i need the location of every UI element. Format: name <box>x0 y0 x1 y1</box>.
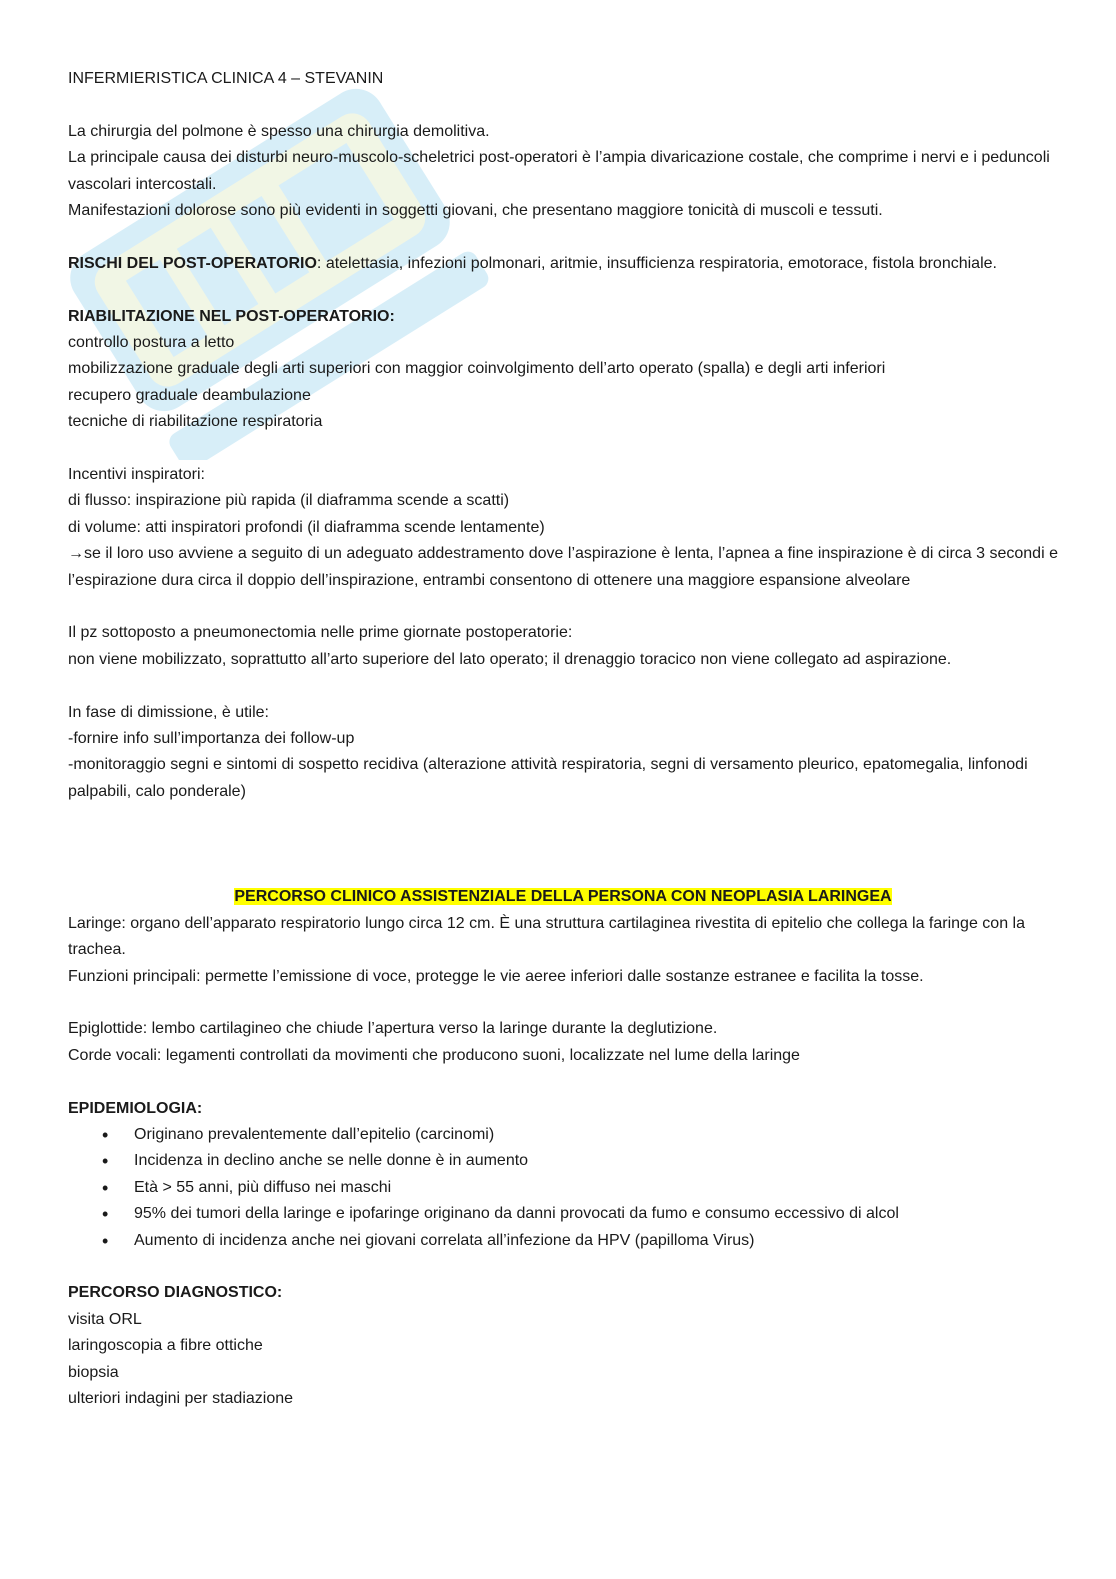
larynx-line: Funzioni principali: permette l’emissione di voce, protegge le vie aeree inferiori dalle sostanze estranee e facilita la tosse. <box>68 967 924 985</box>
rehab-item: tecniche di riabilitazione respiratoria <box>68 413 323 431</box>
incentive-item: di volume: atti inspiratori profondi (il diaframma scende lentamente) <box>68 518 545 536</box>
intro-line-1: La chirurgia del polmone è spesso una chirurgia demolitiva. <box>68 122 490 140</box>
list-item: • Aumento di incidenza anche nei giovani correlata all’infezione da HPV (papilloma Virus) <box>68 1228 1058 1254</box>
discharge-item: -fornire info sull’importanza dei follow-up <box>68 730 355 748</box>
diagnostic-item: biopsia <box>68 1363 119 1381</box>
incentive-item: di flusso: inspirazione più rapida (il diaframma scende a scatti) <box>68 492 510 510</box>
epidemiology-heading: EPIDEMIOLOGIA: <box>68 1099 203 1117</box>
risks-paragraph <box>68 251 1058 277</box>
list-item: • Incidenza in declino anche se nelle donne è in aumento <box>68 1148 1058 1174</box>
document-body <box>68 66 1058 1412</box>
rehab-heading: RIABILITAZIONE NEL POST-OPERATORIO: <box>68 307 395 325</box>
list-item: • Età > 55 anni, più diffuso nei maschi <box>68 1175 1058 1201</box>
diagnostic-item: visita ORL <box>68 1310 142 1328</box>
epidemiology-list <box>68 1122 1058 1254</box>
list-item: • Originano prevalentemente dall’epitelio (carcinomi) <box>68 1122 1058 1148</box>
intro-line-3: Manifestazioni dolorose sono più evidenti in soggetti giovani, che presentano maggiore tonicità di muscoli e tessuti. <box>68 202 883 220</box>
rehab-item: recupero graduale deambulazione <box>68 386 311 404</box>
anatomy-line: Corde vocali: legamenti controllati da movimenti che producono suoni, localizzate nel lume della laringe <box>68 1046 800 1064</box>
pneumonectomy-heading: Il pz sottoposto a pneumonectomia nelle prime giornate postoperatorie: <box>68 624 573 642</box>
risks-label: RISCHI DEL POST-OPERATORIO <box>68 254 317 272</box>
risks-text: : atelettasia, infezioni polmonari, aritmie, insufficienza respiratoria, emotorace, fistola bronchiale. <box>316 254 997 272</box>
diagnostic-item: laringoscopia a fibre ottiche <box>68 1337 263 1355</box>
list-item: • 95% dei tumori della laringe e ipofaringe originano da danni provocati da fumo e consumo eccessivo di alcol <box>68 1201 1058 1227</box>
discharge-item: -monitoraggio segni e sintomi di sospetto recidiva (alterazione attività respiratoria, segni di versamento pleurico, epatomegalia, linfonodi palpabili, calo ponderale) <box>68 756 1028 800</box>
incentives-heading: Incentivi inspiratori: <box>68 466 205 484</box>
diagnostic-heading: PERCORSO DIAGNOSTICO: <box>68 1284 283 1302</box>
document-title: INFERMIERISTICA CLINICA 4 – STEVANIN <box>68 70 384 87</box>
rehab-item: mobilizzazione graduale degli arti superiori con maggior coinvolgimento dell’arto operato (spalla) e degli arti inferiori <box>68 360 886 378</box>
larynx-line: Laringe: organo dell’apparato respiratorio lungo circa 12 cm. È una struttura cartilaginea rivestita di epitelio che collega la faringe con la trachea. <box>68 914 1025 959</box>
intro-line-2: La principale causa dei disturbi neuro-muscolo-scheletrici post-operatori è l’ampia divaricazione costale, che comprime i nervi e i peduncoli vascolari intercostali. <box>68 149 1050 193</box>
pneumonectomy-text: non viene mobilizzato, soprattutto all’arto superiore del lato operato; il drenaggio toracico non viene collegato ad aspirazione. <box>68 650 952 668</box>
rehab-item: controllo postura a letto <box>68 334 235 352</box>
anatomy-line: Epiglottide: lembo cartilagineo che chiude l’apertura verso la laringe durante la deglutizione. <box>68 1020 718 1038</box>
section-title <box>68 884 1058 910</box>
incentives-note <box>68 541 1058 594</box>
discharge-heading: In fase di dimissione, è utile: <box>68 703 269 721</box>
arrow-icon: → <box>68 545 84 563</box>
incentives-note-text: se il loro uso avviene a seguito di un adeguato addestramento dove l’aspirazione è lenta, l’apnea a fine inspirazione è di circa 3 secondi e l’espirazione dura circa il doppio dell’inspirazione, entrambi consentono di ottenere una maggiore espansione alveolare <box>68 545 1058 589</box>
section-title-highlight: PERCORSO CLINICO ASSISTENZIALE DELLA PERSONA CON NEOPLASIA LARINGEA <box>234 888 892 906</box>
diagnostic-item: ulteriori indagini per stadiazione <box>68 1389 294 1407</box>
